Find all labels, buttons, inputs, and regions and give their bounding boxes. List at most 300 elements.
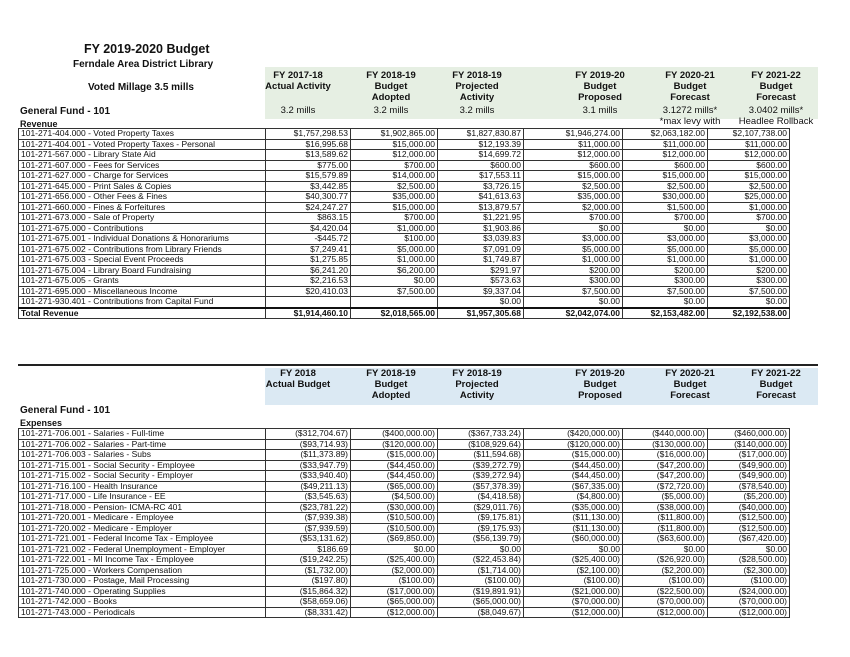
- column-header-line: Projected: [455, 81, 499, 92]
- value-cell: $0.00: [708, 297, 790, 308]
- value-cell: $0.00: [708, 223, 790, 234]
- value-cell: ($100.00): [708, 576, 790, 587]
- value-cell: $11,000.00: [524, 139, 623, 150]
- value-cell: ($70,000.00): [524, 597, 623, 608]
- column-header: [253, 368, 343, 390]
- value-cell: ($8,331.42): [266, 607, 351, 618]
- account-cell: 101-271-725.000 - Workers Compensation: [19, 565, 266, 576]
- table-row: [19, 565, 790, 576]
- total-value-cell: $1,914,460.10: [266, 308, 351, 319]
- value-cell: $1,000.00: [708, 202, 790, 213]
- value-cell: ($63,600.00): [623, 534, 708, 545]
- account-cell: 101-271-721.001 - Federal Income Tax - Employee: [19, 534, 266, 545]
- value-cell: ($24,000.00): [708, 586, 790, 597]
- account-cell: 101-271-675.000 - Contributions: [19, 223, 266, 234]
- value-cell: $13,879.57: [438, 202, 524, 213]
- value-cell: $40,300.77: [266, 192, 351, 203]
- revenue-fund-label: General Fund - 101: [20, 106, 111, 117]
- value-cell: -$445.72: [266, 234, 351, 245]
- table-row: [19, 286, 790, 297]
- value-cell: $1,275.85: [266, 255, 351, 266]
- table-row: [19, 513, 790, 524]
- millage-note: Headlee Rollback: [738, 116, 814, 127]
- column-header: [253, 70, 343, 92]
- value-cell: ($49,900.00): [708, 460, 790, 471]
- value-cell: $1,000.00: [708, 255, 790, 266]
- value-cell: ($65,000.00): [351, 597, 438, 608]
- millage-value: 3.1 mills: [582, 105, 618, 116]
- value-cell: $35,000.00: [524, 192, 623, 203]
- value-cell: ($38,000.00): [623, 502, 708, 513]
- value-cell: $12,193.39: [438, 139, 524, 150]
- value-cell: $2,500.00: [524, 181, 623, 192]
- millage-value: 3.1272 mills*: [662, 105, 718, 116]
- value-cell: $775.00: [266, 160, 351, 171]
- account-cell: 101-271-627.000 - Charge for Services: [19, 171, 266, 182]
- millage-value: 3.0402 mills*: [748, 105, 804, 116]
- table-row: [19, 597, 790, 608]
- value-cell: ($15,000.00): [351, 450, 438, 461]
- column-header-line: FY 2018-19: [452, 368, 502, 379]
- value-cell: $6,200.00: [351, 265, 438, 276]
- account-cell: 101-271-717.000 - Life Insurance - EE: [19, 492, 266, 503]
- value-cell: $5,000.00: [623, 244, 708, 255]
- table-row: [19, 534, 790, 545]
- column-header-line: Budget: [583, 81, 617, 92]
- column-header: [645, 368, 735, 401]
- table-row: [19, 265, 790, 276]
- value-cell: ($4,500.00): [351, 492, 438, 503]
- column-header-line: FY 2021-22: [751, 368, 801, 379]
- table-row: [19, 171, 790, 182]
- value-cell: $3,000.00: [708, 234, 790, 245]
- value-cell: ($9,175.81): [438, 513, 524, 524]
- column-header: [555, 368, 645, 401]
- value-cell: ($2,300.00): [708, 565, 790, 576]
- value-cell: $3,000.00: [524, 234, 623, 245]
- value-cell: ($44,450.00): [524, 471, 623, 482]
- value-cell: $600.00: [623, 160, 708, 171]
- account-cell: 101-271-742.000 - Books: [19, 597, 266, 608]
- value-cell: ($30,000.00): [351, 502, 438, 513]
- value-cell: $7,500.00: [623, 286, 708, 297]
- value-cell: $16,995.68: [266, 139, 351, 150]
- total-value-cell: $2,018,565.00: [351, 308, 438, 319]
- column-header-line: FY 2019-20: [575, 368, 625, 379]
- table-row: [19, 586, 790, 597]
- value-cell: ($39,272.94): [438, 471, 524, 482]
- table-row: [19, 129, 790, 140]
- value-cell: $12,000.00: [708, 150, 790, 161]
- table-row: [19, 439, 790, 450]
- account-cell: 101-271-675.003 - Special Event Proceeds: [19, 255, 266, 266]
- value-cell: $5,000.00: [351, 244, 438, 255]
- value-cell: $41,613.63: [438, 192, 524, 203]
- value-cell: ($33,947.79): [266, 460, 351, 471]
- value-cell: ($44,450.00): [351, 471, 438, 482]
- value-cell: $186.69: [266, 544, 351, 555]
- table-row: [19, 139, 790, 150]
- value-cell: $14,699.72: [438, 150, 524, 161]
- column-header-line: FY 2018-19: [366, 368, 416, 379]
- account-cell: 101-271-656.000 - Other Fees & Fines: [19, 192, 266, 203]
- value-cell: $2,107,738.00: [708, 129, 790, 140]
- value-cell: ($47,200.00): [623, 460, 708, 471]
- account-cell: 101-271-645.000 - Print Sales & Copies: [19, 181, 266, 192]
- value-cell: ($15,864.32): [266, 586, 351, 597]
- value-cell: $0.00: [623, 544, 708, 555]
- millage-note: *max levy with: [659, 116, 721, 127]
- table-row: [19, 181, 790, 192]
- account-cell: 101-271-675.004 - Library Board Fundraising: [19, 265, 266, 276]
- column-header-line: Forecast: [756, 390, 796, 401]
- table-row: [19, 297, 790, 308]
- value-cell: ($21,000.00): [524, 586, 623, 597]
- table-row: [19, 544, 790, 555]
- value-cell: $0.00: [438, 297, 524, 308]
- value-cell: $0.00: [351, 544, 438, 555]
- value-cell: $300.00: [708, 276, 790, 287]
- account-cell: 101-271-673.000 - Sale of Property: [19, 213, 266, 224]
- value-cell: $700.00: [623, 213, 708, 224]
- value-cell: ($100.00): [351, 576, 438, 587]
- value-cell: $9,337.04: [438, 286, 524, 297]
- value-cell: ($4,800.00): [524, 492, 623, 503]
- value-cell: $7,249.41: [266, 244, 351, 255]
- value-cell: $11,000.00: [708, 139, 790, 150]
- column-header-line: FY 2020-21: [665, 368, 715, 379]
- value-cell: $1,000.00: [351, 255, 438, 266]
- total-row: [19, 308, 790, 319]
- value-cell: ($40,000.00): [708, 502, 790, 513]
- table-row: [19, 160, 790, 171]
- column-header-line: Adopted: [371, 92, 411, 103]
- value-cell: ($11,373.89): [266, 450, 351, 461]
- value-cell: ($12,500.00): [708, 523, 790, 534]
- value-cell: ($60,000.00): [524, 534, 623, 545]
- total-value-cell: $2,042,074.00: [524, 308, 623, 319]
- table-row: [19, 202, 790, 213]
- column-header-line: FY 2018: [280, 368, 316, 379]
- value-cell: $1,827,830.87: [438, 129, 524, 140]
- value-cell: [351, 297, 438, 308]
- value-cell: $2,216.53: [266, 276, 351, 287]
- value-cell: $5,000.00: [708, 244, 790, 255]
- value-cell: ($2,000.00): [351, 565, 438, 576]
- value-cell: $15,000.00: [524, 171, 623, 182]
- value-cell: $15,000.00: [351, 139, 438, 150]
- value-cell: ($65,000.00): [438, 597, 524, 608]
- account-cell: 101-271-706.001 - Salaries - Full-time: [19, 429, 266, 440]
- value-cell: ($312,704.67): [266, 429, 351, 440]
- value-cell: $14,000.00: [351, 171, 438, 182]
- table-row: [19, 576, 790, 587]
- value-cell: $12,000.00: [623, 150, 708, 161]
- column-header: [432, 70, 522, 103]
- account-cell: 101-271-716.100 - Health Insurance: [19, 481, 266, 492]
- account-cell: 101-271-715.002 - Social Security - Employer: [19, 471, 266, 482]
- value-cell: ($108,929.64): [438, 439, 524, 450]
- value-cell: $0.00: [708, 544, 790, 555]
- value-cell: ($4,418.58): [438, 492, 524, 503]
- account-cell: 101-271-675.001 - Individual Donations & Honorariums: [19, 234, 266, 245]
- account-cell: 101-271-404.000 - Voted Property Taxes: [19, 129, 266, 140]
- column-header-line: Activity: [459, 92, 495, 103]
- value-cell: $3,442.85: [266, 181, 351, 192]
- value-cell: ($53,131.62): [266, 534, 351, 545]
- account-cell: 101-271-722.001 - MI Income Tax - Employee: [19, 555, 266, 566]
- value-cell: $30,000.00: [623, 192, 708, 203]
- total-label: Total Revenue: [19, 308, 266, 319]
- value-cell: ($12,000.00): [524, 607, 623, 618]
- value-cell: $6,241.20: [266, 265, 351, 276]
- table-row: [19, 460, 790, 471]
- value-cell: $12,000.00: [351, 150, 438, 161]
- library-name: Ferndale Area District Library: [73, 59, 214, 70]
- value-cell: $291.97: [438, 265, 524, 276]
- table-row: [19, 502, 790, 513]
- value-cell: ($67,335.00): [524, 481, 623, 492]
- value-cell: ($25,400.00): [351, 555, 438, 566]
- table-row: [19, 192, 790, 203]
- column-header-line: Forecast: [670, 92, 710, 103]
- value-cell: $0.00: [524, 297, 623, 308]
- value-cell: ($25,400.00): [524, 555, 623, 566]
- value-cell: $573.63: [438, 276, 524, 287]
- value-cell: ($197.80): [266, 576, 351, 587]
- table-row: [19, 234, 790, 245]
- value-cell: $2,063,182.00: [623, 129, 708, 140]
- value-cell: ($33,940.40): [266, 471, 351, 482]
- value-cell: $11,000.00: [623, 139, 708, 150]
- value-cell: ($12,500.00): [708, 513, 790, 524]
- column-header-line: Budget: [759, 81, 793, 92]
- value-cell: ($72,720.00): [623, 481, 708, 492]
- column-header: [555, 70, 645, 103]
- value-cell: ($28,500.00): [708, 555, 790, 566]
- value-cell: $200.00: [708, 265, 790, 276]
- total-value-cell: $2,153,482.00: [623, 308, 708, 319]
- value-cell: ($400,000.00): [351, 429, 438, 440]
- value-cell: $0.00: [524, 544, 623, 555]
- value-cell: $600.00: [438, 160, 524, 171]
- value-cell: ($19,242.25): [266, 555, 351, 566]
- value-cell: ($49,211.13): [266, 481, 351, 492]
- value-cell: $600.00: [524, 160, 623, 171]
- value-cell: ($17,000.00): [708, 450, 790, 461]
- column-header-line: Actual Budget: [265, 379, 331, 390]
- value-cell: $7,500.00: [351, 286, 438, 297]
- account-cell: 101-271-706.003 - Salaries - Subs: [19, 450, 266, 461]
- value-cell: ($16,000.00): [623, 450, 708, 461]
- value-cell: ($1,732.00): [266, 565, 351, 576]
- value-cell: $100.00: [351, 234, 438, 245]
- value-cell: ($11,800.00): [623, 513, 708, 524]
- account-cell: 101-271-743.000 - Periodicals: [19, 607, 266, 618]
- value-cell: ($8,049.67): [438, 607, 524, 618]
- value-cell: ($19,891.91): [438, 586, 524, 597]
- account-cell: 101-271-675.005 - Grants: [19, 276, 266, 287]
- value-cell: $7,500.00: [524, 286, 623, 297]
- column-header-line: FY 2017-18: [273, 70, 323, 81]
- value-cell: ($35,000.00): [524, 502, 623, 513]
- revenue-section-label: Revenue: [20, 119, 58, 129]
- table-row: [19, 523, 790, 534]
- expense-table: [18, 428, 790, 618]
- value-cell: $200.00: [623, 265, 708, 276]
- value-cell: ($47,200.00): [623, 471, 708, 482]
- column-header-line: FY 2018-19: [452, 70, 502, 81]
- value-cell: $700.00: [351, 160, 438, 171]
- section-divider: [18, 364, 818, 366]
- table-row: [19, 213, 790, 224]
- value-cell: ($130,000.00): [623, 439, 708, 450]
- value-cell: ($22,453.84): [438, 555, 524, 566]
- value-cell: $0.00: [524, 223, 623, 234]
- column-header-line: Projected: [455, 379, 499, 390]
- value-cell: $0.00: [623, 297, 708, 308]
- value-cell: ($70,000.00): [708, 597, 790, 608]
- account-cell: 101-271-718.000 - Pension- ICMA-RC 401: [19, 502, 266, 513]
- revenue-table: [18, 128, 790, 319]
- value-cell: ($5,200.00): [708, 492, 790, 503]
- table-row: [19, 555, 790, 566]
- value-cell: ($11,130.00): [524, 513, 623, 524]
- account-cell: 101-271-715.001 - Social Security - Employee: [19, 460, 266, 471]
- column-header-line: Budget: [374, 81, 408, 92]
- account-cell: 101-271-706.002 - Salaries - Part-time: [19, 439, 266, 450]
- column-header: [432, 368, 522, 401]
- value-cell: ($57,378.39): [438, 481, 524, 492]
- value-cell: ($100.00): [524, 576, 623, 587]
- value-cell: ($12,000.00): [351, 607, 438, 618]
- table-row: [19, 255, 790, 266]
- column-header-line: Budget: [673, 379, 707, 390]
- value-cell: $12,000.00: [524, 150, 623, 161]
- table-row: [19, 150, 790, 161]
- value-cell: $1,000.00: [524, 255, 623, 266]
- value-cell: $13,589.62: [266, 150, 351, 161]
- value-cell: $1,946,274.00: [524, 129, 623, 140]
- value-cell: $1,000.00: [623, 255, 708, 266]
- column-header: [731, 368, 821, 401]
- account-cell: 101-271-720.001 - Medicare - Employee: [19, 513, 266, 524]
- column-header-line: FY 2020-21: [665, 70, 715, 81]
- table-row: [19, 492, 790, 503]
- account-cell: 101-271-730.000 - Postage, Mail Processing: [19, 576, 266, 587]
- value-cell: ($440,000.00): [623, 429, 708, 440]
- value-cell: $17,553.11: [438, 171, 524, 182]
- column-header-line: Budget: [673, 81, 707, 92]
- table-row: [19, 429, 790, 440]
- value-cell: $1,500.00: [623, 202, 708, 213]
- value-cell: ($65,000.00): [351, 481, 438, 492]
- value-cell: $7,500.00: [708, 286, 790, 297]
- column-header: [346, 368, 436, 401]
- value-cell: ($1,714.00): [438, 565, 524, 576]
- value-cell: $15,000.00: [351, 202, 438, 213]
- account-cell: 101-271-660.000 - Fines & Forfeitures: [19, 202, 266, 213]
- value-cell: ($460,000.00): [708, 429, 790, 440]
- value-cell: ($67,420.00): [708, 534, 790, 545]
- table-row: [19, 471, 790, 482]
- value-cell: $1,902,865.00: [351, 129, 438, 140]
- value-cell: $15,579.89: [266, 171, 351, 182]
- column-header-line: Forecast: [756, 92, 796, 103]
- value-cell: [266, 297, 351, 308]
- value-cell: $1,757,298.53: [266, 129, 351, 140]
- value-cell: ($29,011.76): [438, 502, 524, 513]
- value-cell: $0.00: [623, 223, 708, 234]
- total-value-cell: $1,957,305.68: [438, 308, 524, 319]
- account-cell: 101-271-404.001 - Voted Property Taxes - Personal: [19, 139, 266, 150]
- value-cell: $2,500.00: [623, 181, 708, 192]
- value-cell: ($2,200.00): [623, 565, 708, 576]
- table-row: [19, 450, 790, 461]
- value-cell: ($120,000.00): [351, 439, 438, 450]
- millage-value: 3.2 mills: [459, 105, 495, 116]
- account-cell: 101-271-607.000 - Fees for Services: [19, 160, 266, 171]
- value-cell: ($10,500.00): [351, 513, 438, 524]
- value-cell: $7,091.09: [438, 244, 524, 255]
- expense-section-label: Expenses: [20, 418, 63, 428]
- value-cell: ($56,139.79): [438, 534, 524, 545]
- value-cell: ($120,000.00): [524, 439, 623, 450]
- table-row: [19, 276, 790, 287]
- column-header-line: Budget: [759, 379, 793, 390]
- value-cell: ($420,000.00): [524, 429, 623, 440]
- value-cell: $1,221.95: [438, 213, 524, 224]
- value-cell: $24,247.27: [266, 202, 351, 213]
- value-cell: ($11,800.00): [623, 523, 708, 534]
- value-cell: ($49,900.00): [708, 471, 790, 482]
- value-cell: $2,500.00: [351, 181, 438, 192]
- column-header-line: Forecast: [670, 390, 710, 401]
- value-cell: ($15,000.00): [524, 450, 623, 461]
- value-cell: ($23,781.22): [266, 502, 351, 513]
- value-cell: ($70,000.00): [623, 597, 708, 608]
- value-cell: ($7,939.38): [266, 513, 351, 524]
- value-cell: ($26,920.00): [623, 555, 708, 566]
- value-cell: $2,000.00: [524, 202, 623, 213]
- value-cell: $0.00: [351, 276, 438, 287]
- column-header: [645, 70, 735, 103]
- value-cell: $15,000.00: [623, 171, 708, 182]
- millage-value: 3.2 mills: [280, 105, 316, 116]
- value-cell: $1,000.00: [351, 223, 438, 234]
- value-cell: $2,500.00: [708, 181, 790, 192]
- value-cell: ($12,000.00): [708, 607, 790, 618]
- column-header-line: Actual Activity: [265, 81, 331, 92]
- column-header-line: Activity: [459, 390, 495, 401]
- account-cell: 101-271-720.002 - Medicare - Employer: [19, 523, 266, 534]
- value-cell: $4,420.04: [266, 223, 351, 234]
- total-value-cell: $2,192,538.00: [708, 308, 790, 319]
- account-cell: 101-271-567.000 - Library State Aid: [19, 150, 266, 161]
- account-cell: 101-271-930.401 - Contributions from Capital Fund: [19, 297, 266, 308]
- value-cell: ($78,540.00): [708, 481, 790, 492]
- value-cell: ($44,450.00): [351, 460, 438, 471]
- value-cell: ($22,500.00): [623, 586, 708, 597]
- column-header-line: FY 2021-22: [751, 70, 801, 81]
- value-cell: $5,000.00: [524, 244, 623, 255]
- value-cell: $300.00: [623, 276, 708, 287]
- table-row: [19, 481, 790, 492]
- column-header-line: Proposed: [578, 390, 622, 401]
- millage-value: 3.2 mills: [373, 105, 409, 116]
- value-cell: $3,726.15: [438, 181, 524, 192]
- value-cell: $863.15: [266, 213, 351, 224]
